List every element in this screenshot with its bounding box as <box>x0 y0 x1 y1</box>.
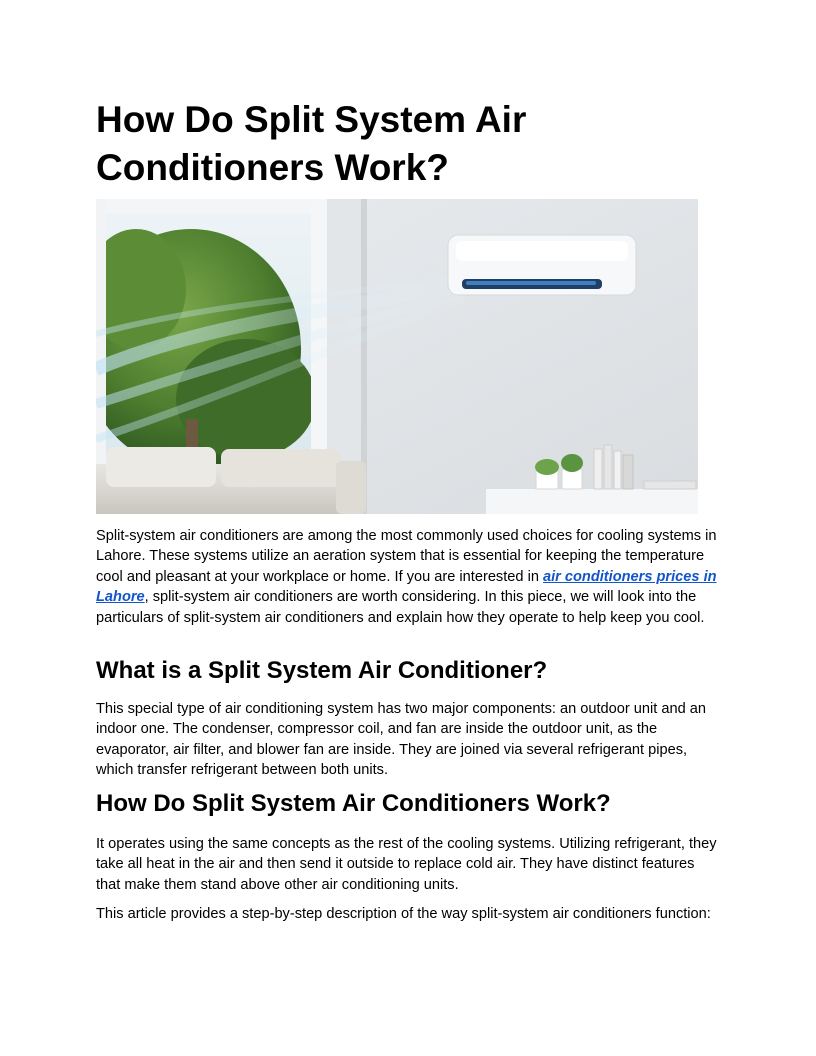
page-title: How Do Split System Air Conditioners Work? <box>96 99 527 188</box>
intro-paragraph <box>96 526 720 628</box>
section1-paragraph: This special type of air conditioning system has two major components: an outdoor unit and an indoor one. The condenser, compressor coil, and fan are inside the outdoor unit, as the evaporator, air filter, and blower fan are inside. They are joined via several refrigerant pipes, which transfer refrigerant between both units. <box>96 701 707 779</box>
ac-unit <box>448 235 636 295</box>
intro-text-after: , split-system air conditioners are worth considering. In this piece, we will look into the particulars of split-system air conditioners and explain how they operate to help keep you cool. <box>96 589 705 626</box>
section2-paragraph-1: It operates using the same concepts as the rest of the cooling systems. Utilizing refrigerant, they take all heat in the air and then send it outside to replace cold air. They have distinct features that make them stand above other air conditioning units. <box>96 836 717 893</box>
air-conditioners-prices-link[interactable]: air conditioners prices in Lahore <box>96 568 717 606</box>
intro-text-before: Split-system air conditioners are among the most commonly used choices for cooling systems in Lahore. These systems utilize an aeration system that is essential for keeping the temperature cool and pleasant at your workplace or home. If you are interested in <box>96 528 717 585</box>
section-heading-how-work: How Do Split System Air Conditioners Work? <box>96 790 611 817</box>
hero-image <box>96 199 698 514</box>
section-heading-what-is: What is a Split System Air Conditioner? <box>96 657 548 684</box>
section2-paragraph-2: This article provides a step-by-step description of the way split-system air conditioners function: <box>96 906 711 922</box>
